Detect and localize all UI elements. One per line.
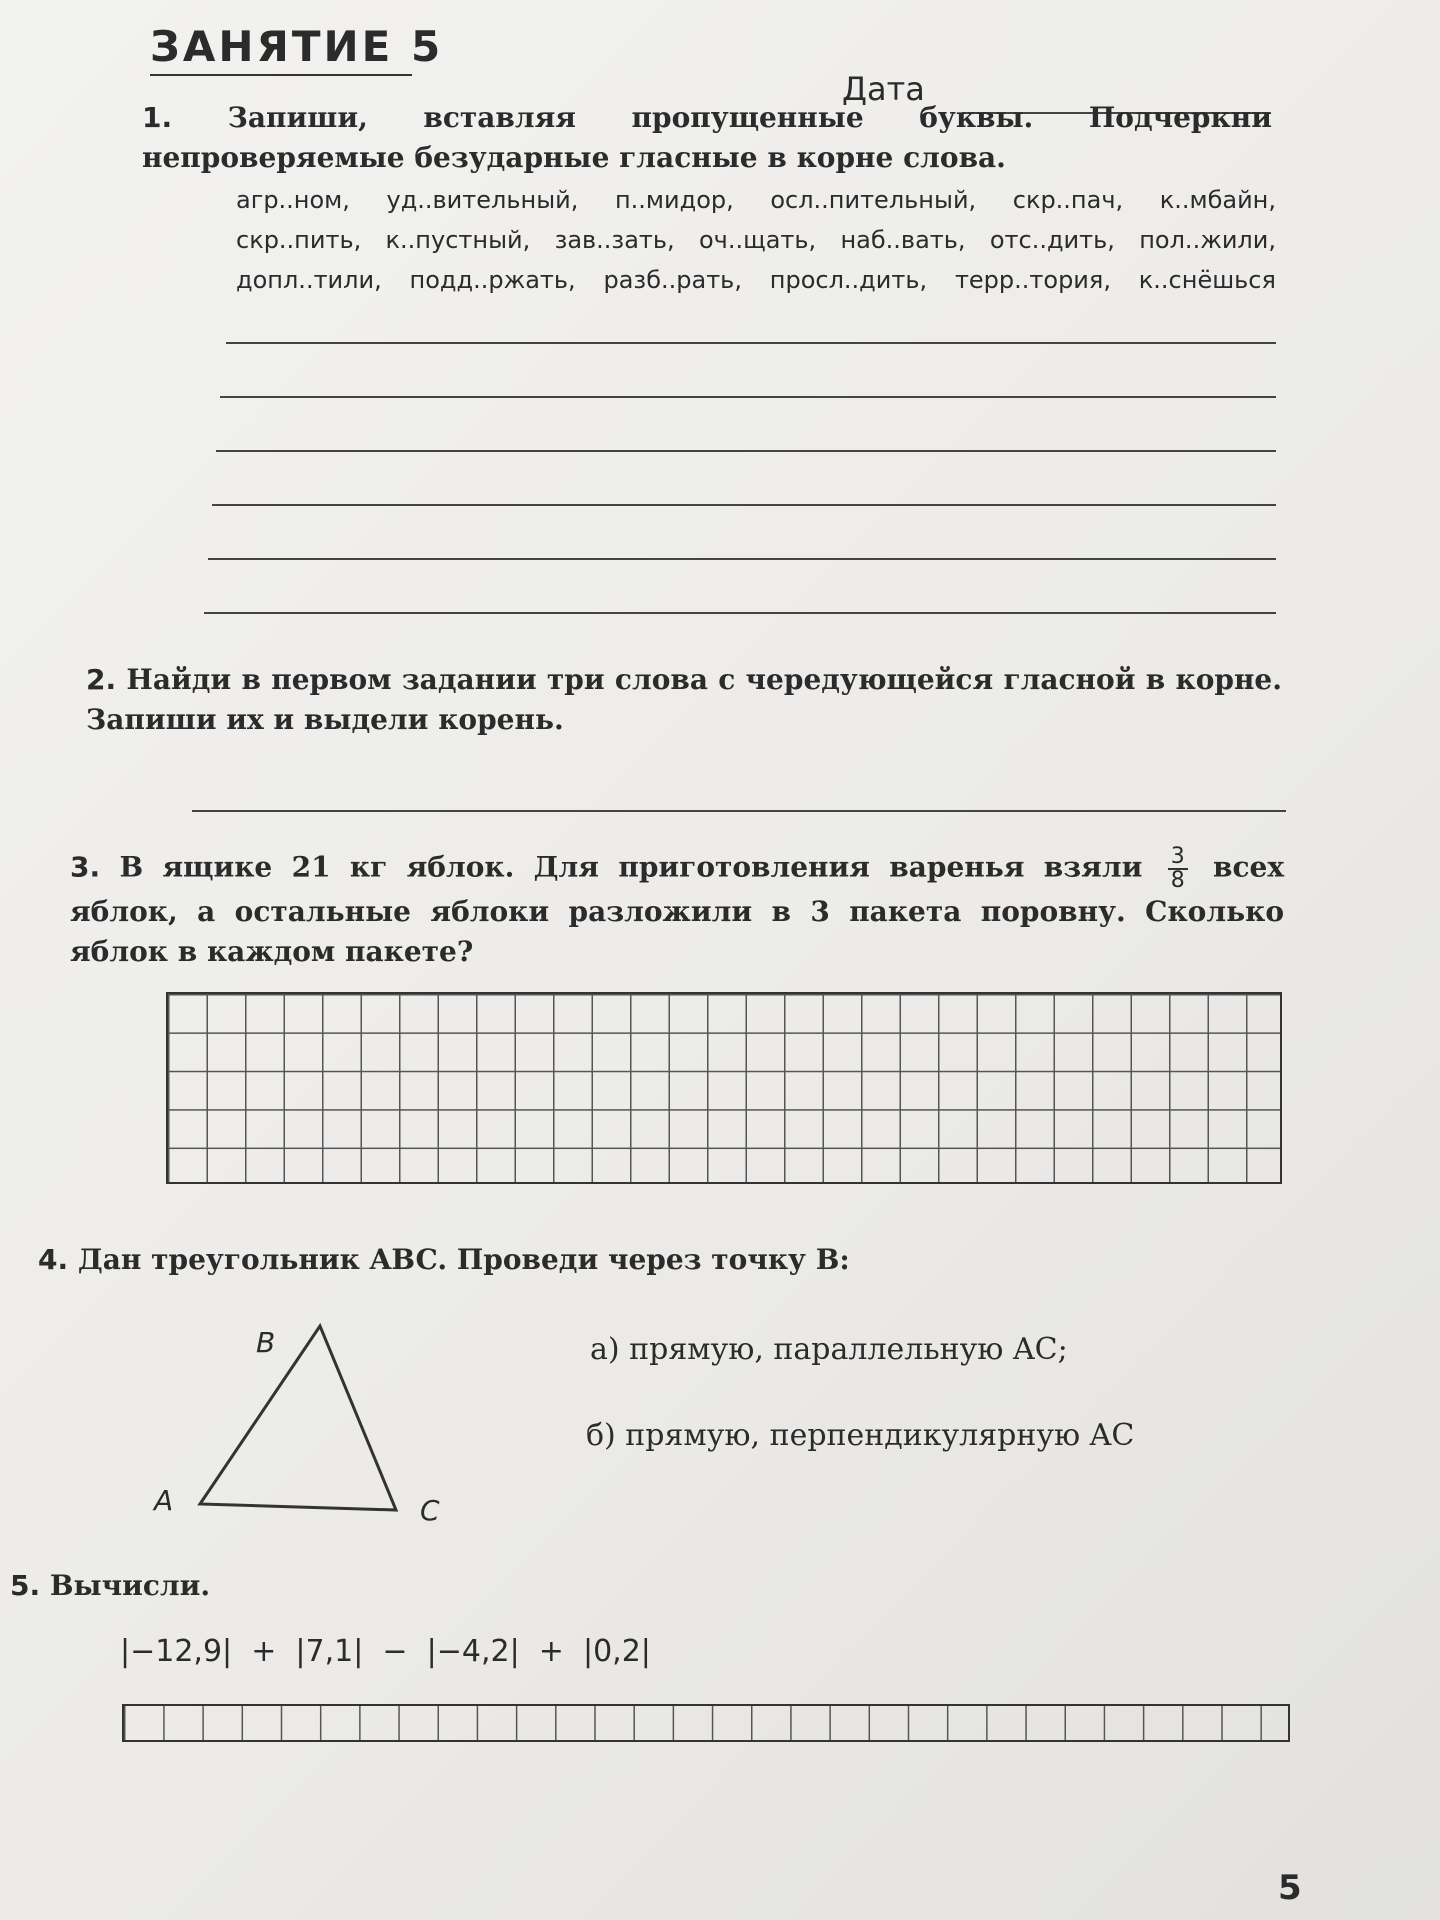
task5-expression: |−12,9| + |7,1| − |−4,2| + |0,2| [120,1634,651,1669]
title-underline [150,74,412,76]
task3-text-after: всех яблок, а остальные яблоки разложили в 3 пакета поровну. Сколько яблок в каждом пакете? [70,850,1285,968]
word-item: пол..жили, [1139,226,1276,254]
word-row [236,260,1276,300]
word-item: скр..пить, [236,226,362,254]
date-label: Дата [842,70,925,108]
word-item: агр..ном, [236,186,350,214]
task5-instructions [10,1566,610,1606]
task1-instructions [142,98,1272,178]
word-item: оч..щать, [698,226,817,254]
task1-text: Запиши, вставляя пропущенные буквы. Подчеркни непроверяемые безударные гласные в корне слова. [142,101,1272,174]
word-item: просл..дить, [769,266,928,294]
task3-problem [70,846,1284,972]
fraction [1168,846,1188,892]
task5-text: Вычисли. [49,1569,211,1602]
triangle-abc-figure[interactable] [180,1310,420,1530]
task4-option-b: б) прямую, перпендикулярную AC [586,1418,1135,1453]
vertex-a-label: A [154,1484,174,1517]
word-item: к..пустный, [385,226,531,254]
triangle-abc [200,1326,396,1510]
task4-number: 4. [38,1243,69,1276]
task4-option-a: а) прямую, параллельную AC; [590,1332,1068,1367]
vertex-b-label: B [256,1326,276,1359]
answer-line[interactable] [212,504,1276,506]
task5-number: 5. [10,1569,41,1602]
word-item: разб..рать, [603,266,742,294]
word-item: п..мидор, [614,186,734,214]
answer-line[interactable] [226,342,1276,344]
task1-word-list [236,180,1276,300]
task2-answer-line[interactable] [192,810,1286,812]
answer-line[interactable] [220,396,1276,398]
task2-number: 2. [86,663,117,696]
task2-text: Найди в первом задании три слова с чередующейся гласной в корне. Запиши их и выдели корень. [86,663,1282,736]
word-item: к..мбайн, [1159,186,1276,214]
word-item: к..снёшься [1138,266,1276,294]
word-row [236,220,1276,260]
task4-instructions [38,1240,1138,1280]
word-item: скр..пач, [1012,186,1124,214]
vertex-c-label: C [420,1494,440,1527]
word-item: подд..ржать, [409,266,576,294]
task1-number: 1. [142,101,173,134]
word-item: допл..тили, [236,266,382,294]
answer-line[interactable] [208,558,1276,560]
task3-text-before: В ящике 21 кг яблок. Для приготовления варенья взяли [119,850,1143,884]
page-number: 5 [1278,1868,1302,1908]
lesson-title: ЗАНЯТИЕ 5 [150,22,444,71]
word-item: отс..дить, [989,226,1115,254]
word-item: наб..вать, [840,226,966,254]
word-row [236,180,1276,220]
task3-number: 3. [70,850,101,884]
answer-line[interactable] [204,612,1276,614]
word-item: зав..зать, [554,226,675,254]
fraction-denominator: 8 [1170,868,1185,893]
task2-instructions [86,660,1282,740]
word-item: осл..пительный, [770,186,977,214]
task5-answer-grid[interactable] [122,1704,1290,1742]
task3-answer-grid[interactable] [166,992,1282,1184]
task4-text: Дан треугольник ABC. Проведи через точку B: [77,1243,850,1276]
word-item: терр..тория, [954,266,1111,294]
fraction-numerator: 3 [1168,846,1188,870]
answer-line[interactable] [216,450,1276,452]
word-item: уд..вительный, [386,186,579,214]
